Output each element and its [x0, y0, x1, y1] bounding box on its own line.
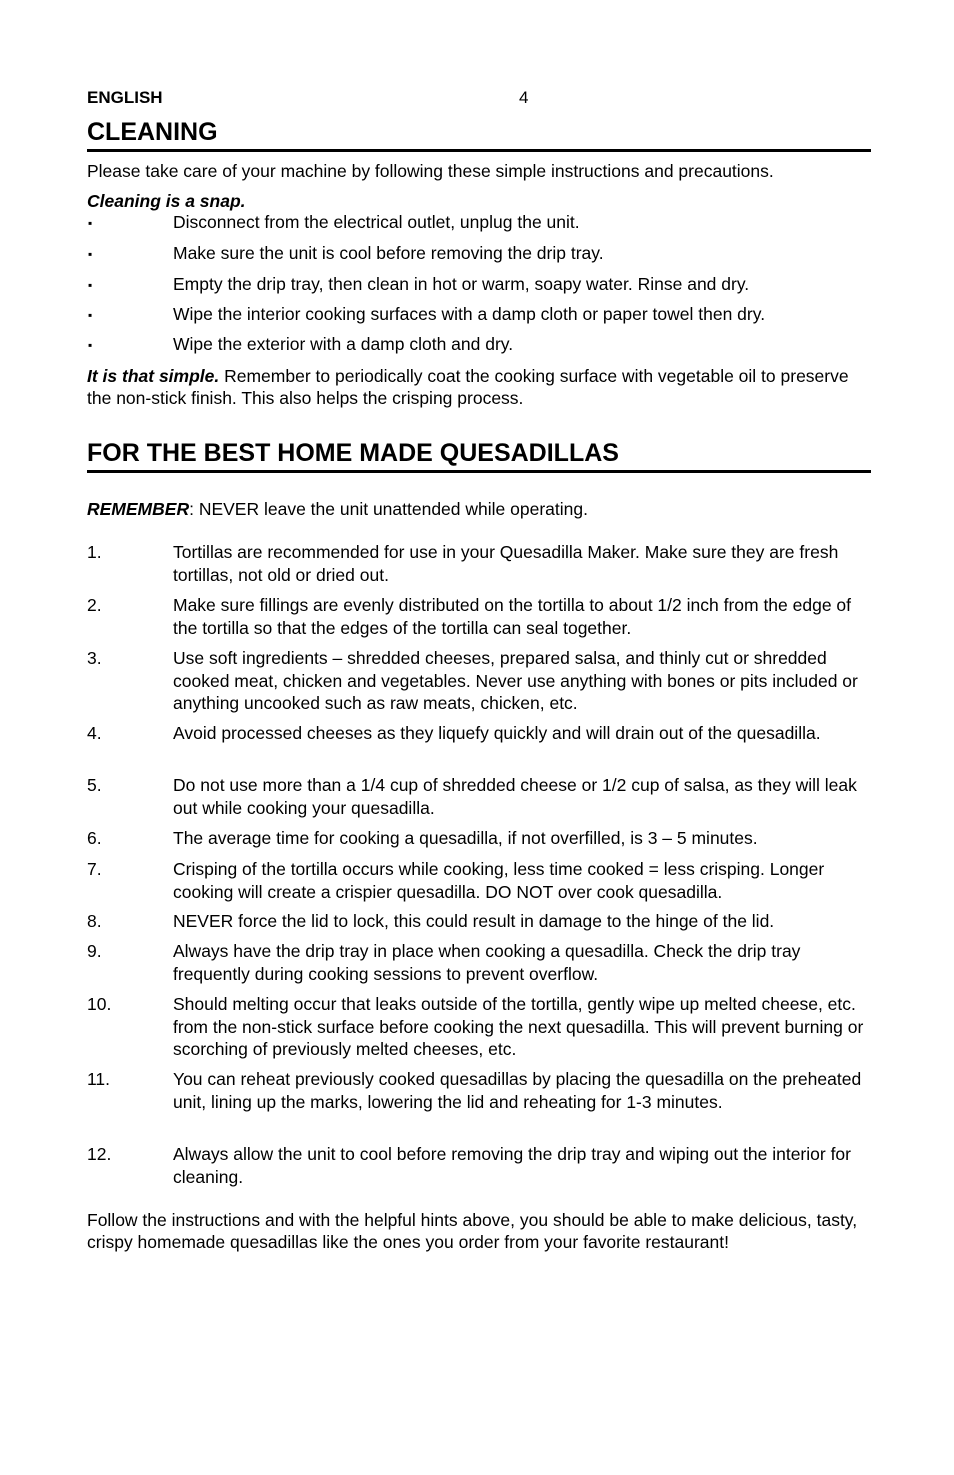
cleaning-step-text: Wipe the interior cooking surfaces with a damp cloth or paper towel then dry. — [173, 304, 766, 324]
tip-number: 10. — [87, 994, 112, 1014]
quesadillas-heading: FOR THE BEST HOME MADE QUESADILLAS — [87, 438, 871, 473]
bullet-icon: ▪ — [88, 216, 93, 230]
cleaning-step-text: Make sure the unit is cool before removing the drip tray. — [173, 243, 604, 263]
tip-text: Make sure fillings are evenly distributed on the tortilla to about 1/2 inch from the edge of the tortilla so that the edges of the tortilla can seal together. — [173, 595, 852, 638]
tip-number: 12. — [87, 1144, 112, 1164]
remember-lead: REMEMBER — [87, 499, 190, 519]
tip-text: You can reheat previously cooked quesadillas by placing the quesadilla on the preheated unit, lining up the marks, lowering the lid and reheating for 1-3 minutes. — [173, 1069, 862, 1112]
bullet-icon: ▪ — [88, 247, 93, 261]
cleaning-subheading: Cleaning is a snap. — [87, 191, 246, 211]
tip-text: Always have the drip tray in place when cooking a quesadilla. Check the drip tray frequently during cooking sessions to prevent overflow. — [173, 941, 801, 984]
tip-number: 5. — [87, 775, 102, 795]
tip-number: 6. — [87, 828, 102, 848]
cleaning-step-text: Disconnect from the electrical outlet, unplug the unit. — [173, 212, 580, 232]
bullet-icon: ▪ — [88, 278, 93, 292]
tip-number: 3. — [87, 648, 102, 668]
cleaning-closing — [87, 365, 871, 409]
cleaning-intro: Please take care of your machine by following these simple instructions and precautions. — [87, 161, 774, 181]
remember-text: : NEVER leave the unit unattended while operating. — [189, 499, 588, 519]
tip-text: Crisping of the tortilla occurs while cooking, less time cooked = less crisping. Longer cooking will create a crispier quesadilla. DO NOT over cook quesadilla. — [173, 859, 825, 902]
tip-text: Avoid processed cheeses as they liquefy quickly and will drain out of the quesadilla. — [173, 723, 821, 743]
remember-note — [87, 498, 871, 520]
cleaning-heading: CLEANING — [87, 117, 871, 152]
page-header — [87, 88, 871, 108]
tip-text: The average time for cooking a quesadilla, if not overfilled, is 3 – 5 minutes. — [173, 828, 758, 848]
tip-number: 2. — [87, 595, 102, 615]
tip-number: 7. — [87, 859, 102, 879]
bullet-icon: ▪ — [88, 338, 93, 352]
tip-number: 11. — [87, 1069, 111, 1089]
tip-text: Tortillas are recommended for use in your Quesadilla Maker. Make sure they are fresh tortillas, not old or dried out. — [173, 542, 839, 585]
page-number: 4 — [519, 88, 529, 107]
cleaning-step-text: Empty the drip tray, then clean in hot or warm, soapy water. Rinse and dry. — [173, 274, 750, 294]
tip-text: Always allow the unit to cool before removing the drip tray and wiping out the interior for cleaning. — [173, 1144, 851, 1187]
tip-number: 8. — [87, 911, 102, 931]
tip-number: 1. — [87, 542, 102, 562]
quesadillas-closing: Follow the instructions and with the helpful hints above, you should be able to make delicious, tasty, crispy homemade quesadillas like the ones you order from your favorite restaurant! — [87, 1210, 858, 1252]
cleaning-step-text: Wipe the exterior with a damp cloth and dry. — [173, 334, 514, 354]
tip-number: 9. — [87, 941, 102, 961]
tip-text: NEVER force the lid to lock, this could result in damage to the hinge of the lid. — [173, 911, 775, 931]
bullet-icon: ▪ — [88, 308, 93, 322]
tip-text: Use soft ingredients – shredded cheeses, prepared salsa, and thinly cut or shredded cooked meat, chicken and vegetables. Never use anything with bones or pits included or anything uncooked such as raw meats, chicken, etc. — [173, 648, 858, 713]
tip-text: Do not use more than a 1/4 cup of shredded cheese or 1/2 cup of salsa, as they will leak out while cooking your quesadilla. — [173, 775, 857, 818]
tip-number: 4. — [87, 723, 102, 743]
cleaning-closing-lead: It is that simple. — [87, 366, 220, 386]
cleaning-closing-text: Remember to periodically coat the cooking surface with vegetable oil to preserve the non-stick finish. This also helps the crisping process. — [87, 366, 849, 408]
language-label: ENGLISH — [87, 88, 163, 107]
tip-text: Should melting occur that leaks outside of the tortilla, gently wipe up melted cheese, etc. from the non-stick surface before cooking the next quesadilla. This will prevent burning or scorching of previously melted cheeses, etc. — [173, 994, 864, 1059]
